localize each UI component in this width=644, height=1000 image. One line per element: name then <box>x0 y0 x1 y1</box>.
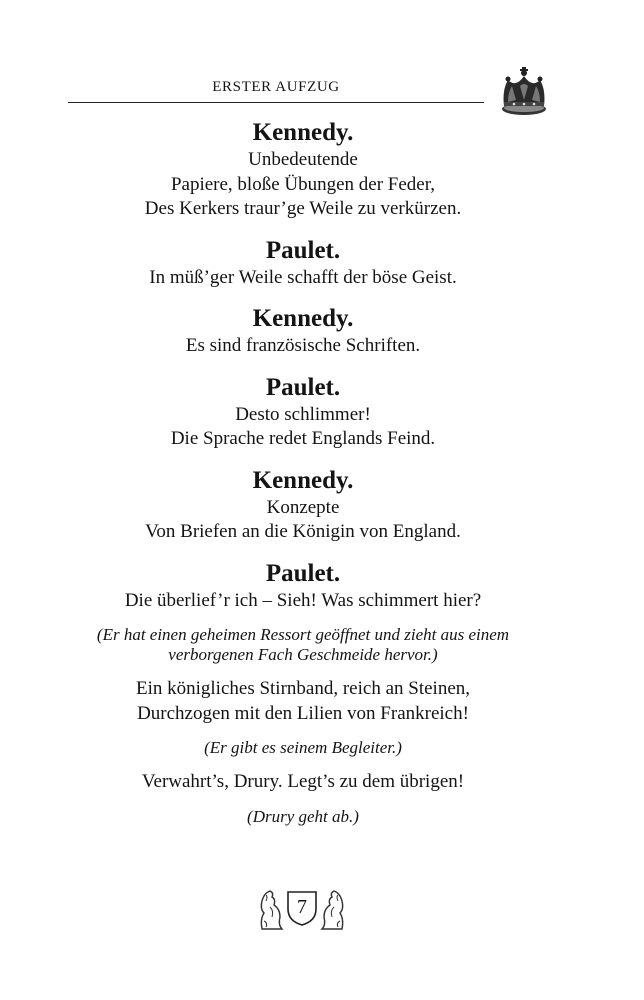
page-footer <box>254 881 350 939</box>
verse-line: Es sind französische Schriften. <box>185 335 421 356</box>
running-header <box>68 62 554 122</box>
verse-line: Des Kerkers traur’ge Weile zu verkürzen. <box>144 198 462 219</box>
verse-line: Konzepte <box>266 496 340 518</box>
lion-icon <box>320 885 350 933</box>
speaker-name: Paulet. <box>265 559 341 587</box>
dialogue-block <box>60 559 546 827</box>
speaker-name: Kennedy. <box>252 119 354 146</box>
dialogue-block <box>60 466 546 545</box>
crown-icon <box>494 62 554 122</box>
verse-line: Papiere, bloße Übungen der Feder, <box>170 173 436 195</box>
verse-line: Von Briefen an die Königin von England. <box>145 521 461 542</box>
verse-line: Durchzogen mit den Lilien von Frankreich! <box>137 702 469 724</box>
speaker-name: Kennedy. <box>252 466 354 494</box>
chapter-title: ERSTER AUFZUG <box>212 79 340 95</box>
verse-line: Unbedeutende <box>248 149 358 170</box>
header-rule <box>68 102 484 103</box>
dialogue-block <box>60 304 546 359</box>
verse-line: Verwahrt’s, Drury. Legt’s zu dem übrigen! <box>141 771 465 792</box>
verse-line: Die überlief’r ich – Sieh! Was schimmert hier? <box>124 589 482 611</box>
stage-direction: (Drury geht ab.) <box>247 806 359 826</box>
speaker-name: Paulet. <box>265 373 341 401</box>
verse-line: In müß’ger Weile schafft der böse Geist. <box>149 266 457 288</box>
dialogue-block <box>60 373 546 452</box>
page-number: 7 <box>297 896 307 918</box>
speaker-name: Paulet. <box>265 236 341 264</box>
lion-icon <box>254 885 284 933</box>
verse-line: Ein königliches Stirnband, reich an Steinen, <box>135 678 470 699</box>
stage-direction: (Er hat einen geheimen Ressort geöffnet und zieht aus einem verborgenen Fach Geschmeide hervor.) <box>96 625 510 664</box>
dialogue-block <box>60 118 546 222</box>
speaker-name: Kennedy. <box>252 305 354 332</box>
play-text <box>60 118 546 839</box>
dialogue-block <box>60 236 546 291</box>
stage-direction: (Er gibt es seinem Begleiter.) <box>204 738 402 757</box>
verse-line: Desto schlimmer! <box>235 403 371 425</box>
verse-line: Die Sprache redet Englands Feind. <box>170 428 436 449</box>
